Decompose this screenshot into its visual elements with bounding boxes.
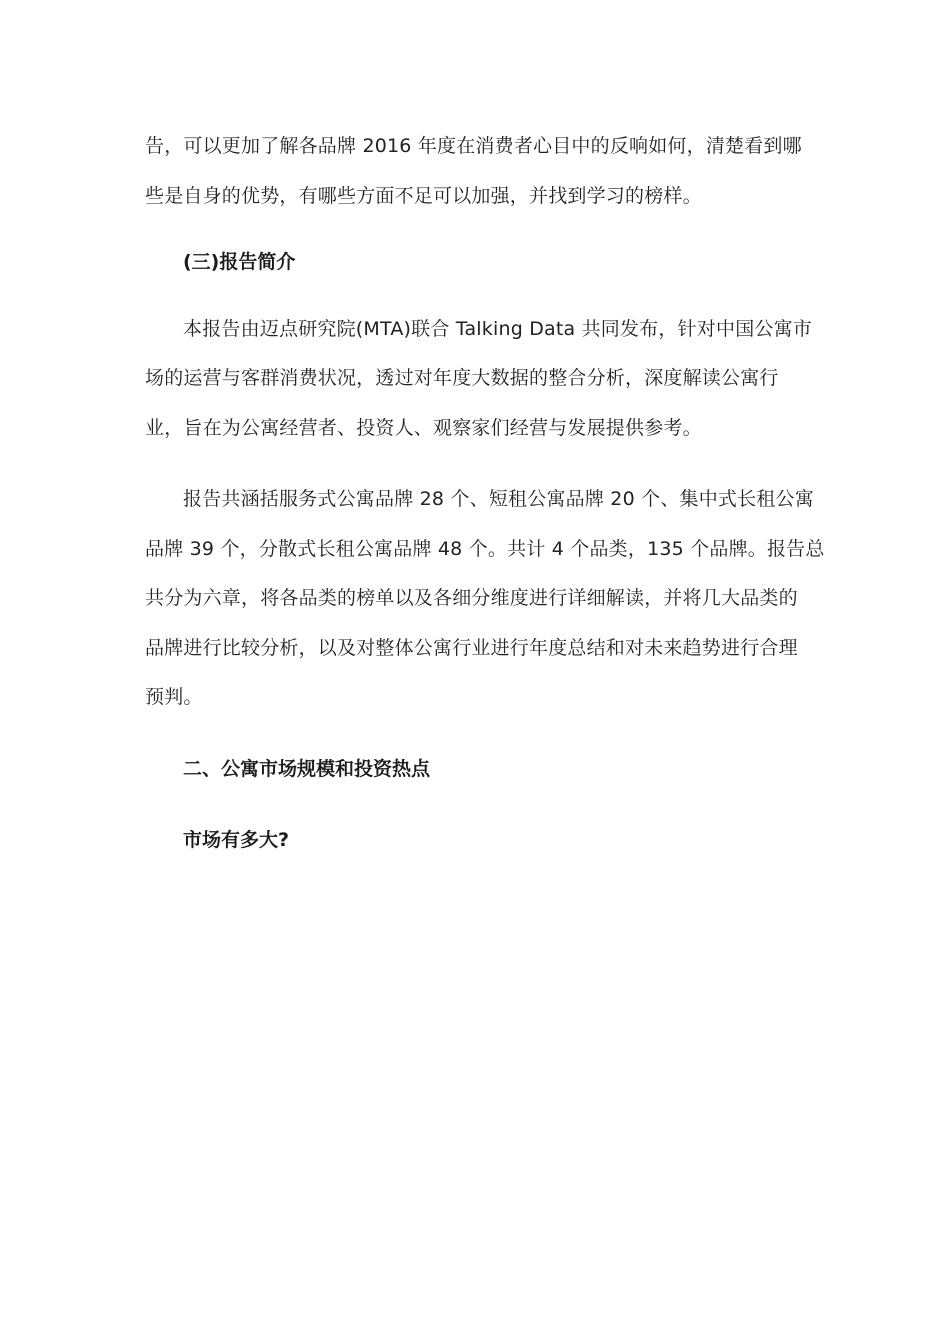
text-line: 品牌进行比较分析，以及对整体公寓行业进行年度总结和对未来趋势进行合理 bbox=[145, 636, 798, 659]
paragraph-report-scope bbox=[145, 475, 825, 723]
text-line: 业，旨在为公寓经营者、投资人、观察家们经营与发展提供参考。 bbox=[145, 416, 702, 439]
paragraph-intro bbox=[145, 122, 810, 221]
text-line: 共分为六章，将各品类的榜单以及各细分维度进行详细解读，并将几大品类的 bbox=[145, 587, 798, 609]
document-content bbox=[145, 122, 825, 866]
heading-section-two: 二、公寓市场规模和投资热点 bbox=[183, 757, 431, 780]
text-line: 些是自身的优势，有哪些方面不足可以加强，并找到学习的榜样。 bbox=[145, 184, 702, 207]
text-line: 本报告由迈点研究院(MTA)联合 Talking Data 共同发布，针对中国公寓市 bbox=[183, 317, 812, 340]
heading-report-intro: (三)报告简介 bbox=[183, 251, 296, 273]
text-line: 预判。 bbox=[145, 686, 203, 708]
text-line: 场的运营与客群消费状况，透过对年度大数据的整合分析，深度解读公寓行 bbox=[145, 367, 779, 389]
text-line: 报告共涵括服务式公寓品牌 28 个、短租公寓品牌 20 个、集中式长租公寓 bbox=[183, 488, 814, 510]
heading-market-size: 市场有多大? bbox=[183, 829, 290, 851]
text-line: 告，可以更加了解各品牌 2016 年度在消费者心目中的反响如何，清楚看到哪 bbox=[145, 135, 802, 157]
paragraph-report-description bbox=[145, 305, 810, 454]
text-line: 品牌 39 个，分散式长租公寓品牌 48 个。共计 4 个品类，135 个品牌。报告总 bbox=[145, 537, 825, 560]
